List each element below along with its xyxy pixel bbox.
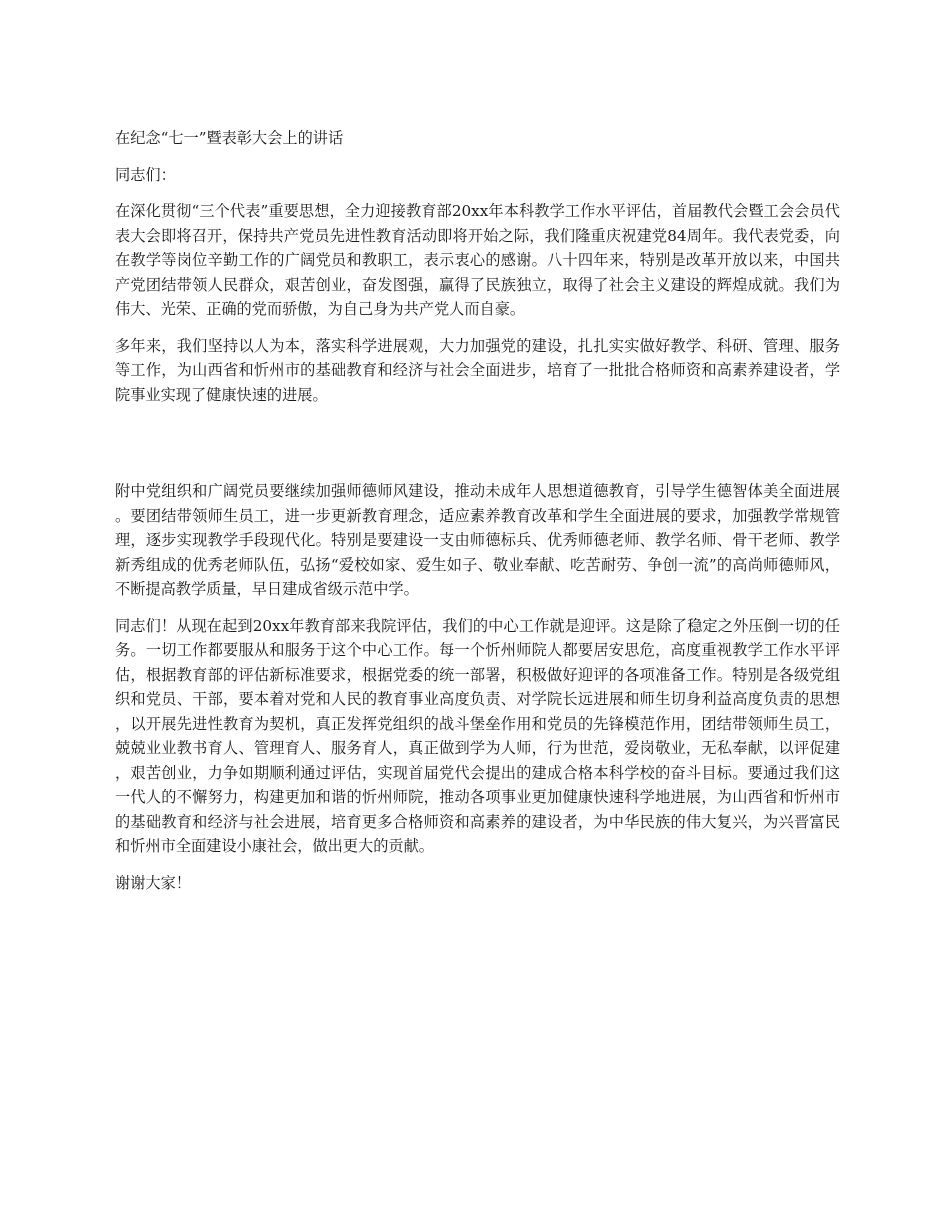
paragraph-4: 同志们！从现在起到20xx年教育部来我院评估，我们的中心工作就是迎评。这是除了稳定之外压倒一切的任务。一切工作都要服从和服务于这个中心工作。每一个忻州师院人都要居安思危，高度重视教学工作水平评估，根据教育部的评估新标准要求，根据党委的统一部署，积极做好迎评的各项准备工作。特别是各级党组织和党员、干部，要本着对党和人民的教育事业高度负责、对学院长远进展和师生切身利益高度负责的思想，以开展先进性教育为契机，真正发挥党组织的战斗堡垒作用和党员的先锋模范作用，团结带领师生员工，兢兢业业教书育人、管理育人、服务育人，真正做到学为人师，行为世范，爱岗敬业，无私奉献，以评促建，艰苦创业，力争如期顺利通过评估，实现首届党代会提出的建成合格本科学校的奋斗目标。要通过我们这一代人的不懈努力，构建更加和谐的忻州师院，推动各项事业更加健康快速科学地进展，为山西省和忻州市的基础教育和经济与社会进展，培育更多合格师资和高素养的建设者，为中华民族的伟大复兴，为兴晋富民和忻州市全面建设小康社会，做出更大的贡献。: [115, 616, 840, 855]
page-gap: [115, 419, 840, 479]
document-page: [115, 126, 840, 907]
salutation: 同志们：: [115, 165, 176, 184]
paragraph-2: 多年来，我们坚持以人为本，落实科学进展观，大力加强党的建设，扎扎实实做好教学、科研、管理、服务等工作，为山西省和忻州市的基础教育和经济与社会全面进步，培育了一批批合格师资和高素养建设者，学院事业实现了健康快速的进展。: [115, 336, 840, 404]
closing: 谢谢大家！: [115, 873, 191, 892]
document-title: 在纪念“七一”暨表彰大会上的讲话: [115, 129, 344, 147]
paragraph-3: 附中党组织和广阔党员要继续加强师德师风建设，推动未成年人思想道德教育，引导学生德智体美全面进展。要团结带领师生员工，进一步更新教育理念，适应素养教育改革和学生全面进展的要求，加强教学常规管理，逐步实现教学手段现代化。特别是要建设一支由师德标兵、优秀师德老师、教学名师、骨干老师、教学新秀组成的优秀老师队伍，弘扬“爱校如家、爱生如子、敬业奉献、吃苦耐劳、争创一流”的高尚师德师风，不断提高教学质量，早日建成省级示范中学。: [115, 482, 840, 598]
paragraph-1: 在深化贯彻“三个代表”重要思想，全力迎接教育部20xx年本科教学工作水平评估，首届教代会暨工会会员代表大会即将召开，保持共产党员先进性教育活动即将开始之际，我们隆重庆祝建党84周年。我代表党委，向在教学等岗位辛勤工作的广阔党员和教职工，表示衷心的感谢。八十四年来，特别是改革开放以来，中国共产党团结带领人民群众，艰苦创业，奋发图强，赢得了民族独立，取得了社会主义建设的辉煌成就。我们为伟大、光荣、正确的党而骄傲，为自己身为共产党人而自豪。: [115, 202, 840, 318]
